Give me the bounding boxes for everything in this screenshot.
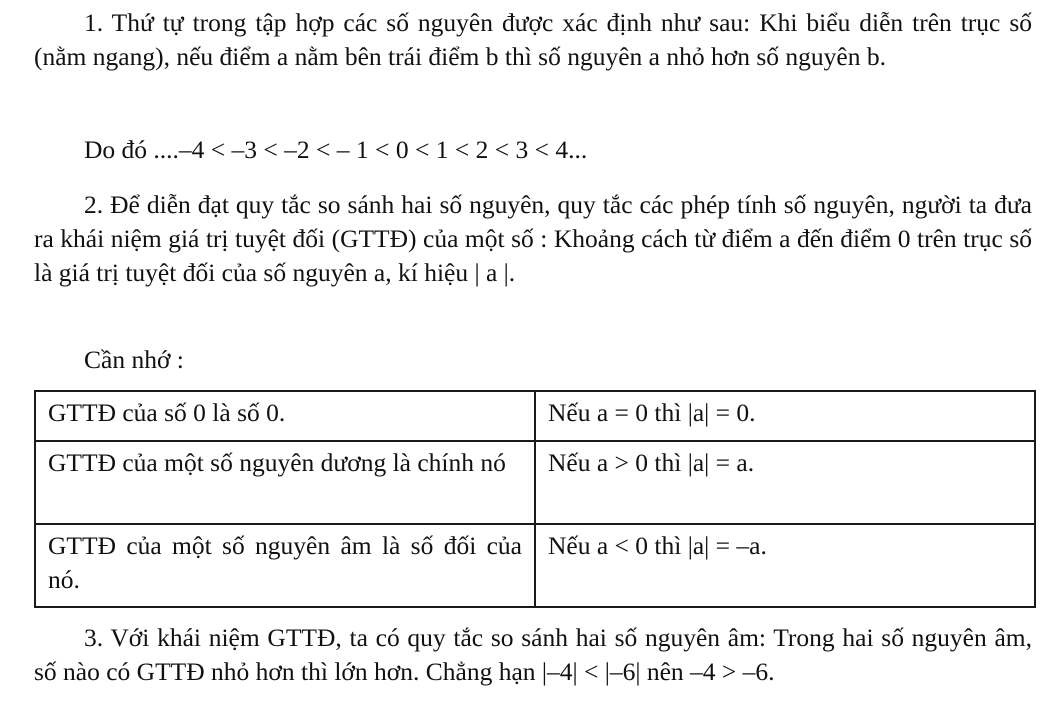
table-row [35, 391, 1035, 441]
rule-formula: Nếu a > 0 thì |a| = a. [535, 441, 1035, 524]
paragraph-negative-comparison-rule: 3. Với khái niệm GTTĐ, ta có quy tắc so sánh hai số nguyên âm: Trong hai số nguyên âm, số nào có GTTĐ nhỏ hơn thì lớn hơn. Chẳng hạn |–4| < |–6| nên –4 > –6. [34, 623, 1032, 686]
textbook-page [34, 0, 1032, 711]
remember-label: Cần nhớ : [84, 345, 184, 374]
table-row [35, 524, 1035, 607]
integer-inequality-chain: Do đó ....–4 < –3 < –2 < – 1 < 0 < 1 < 2 < 3 < 4... [84, 135, 588, 164]
rule-formula: Nếu a < 0 thì |a| = –a. [535, 524, 1035, 607]
rule-formula: Nếu a = 0 thì |a| = 0. [535, 391, 1035, 441]
absolute-value-rules-table [34, 390, 1036, 608]
table-row [35, 441, 1035, 524]
rule-statement: GTTĐ của một số nguyên âm là số đối của nó. [35, 524, 535, 607]
paragraph-absolute-value-definition: 2. Để diễn đạt quy tắc so sánh hai số nguyên, quy tắc các phép tính số nguyên, người ta đưa ra khái niệm giá trị tuyệt đối (GTTĐ) của một số : Khoảng cách từ điểm a đến điểm 0 trên trục số là giá trị tuyệt đối của số nguyên a, kí hiệu | a |. [34, 190, 1032, 287]
rule-statement: GTTĐ của số 0 là số 0. [35, 391, 535, 441]
rule-statement: GTTĐ của một số nguyên dương là chính nó [35, 441, 535, 524]
paragraph-integer-order: 1. Thứ tự trong tập hợp các số nguyên được xác định như sau: Khi biểu diễn trên trục số (nằm ngang), nếu điểm a nằm bên trái điểm b thì số nguyên a nhỏ hơn số nguyên b. [34, 8, 1032, 71]
